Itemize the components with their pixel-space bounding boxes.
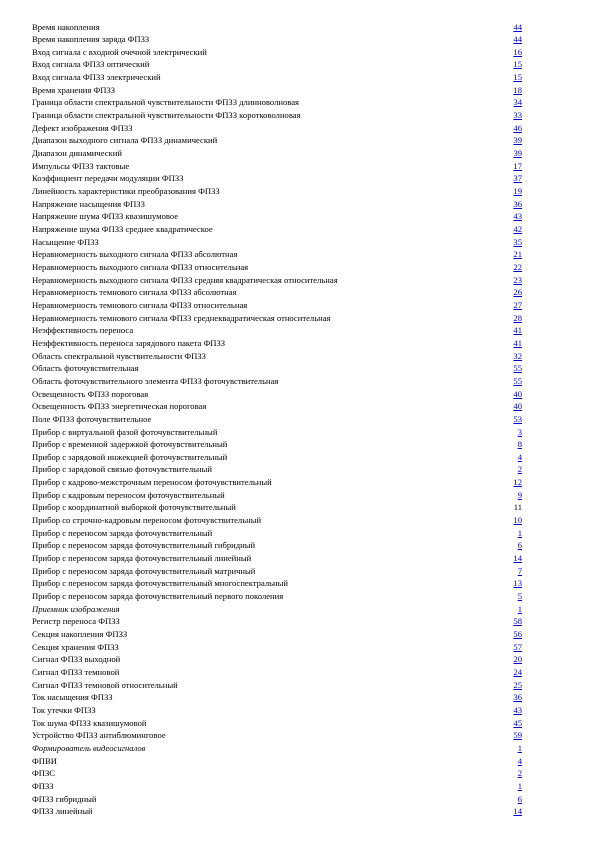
index-page-link[interactable]: 14 (513, 553, 522, 564)
index-page-link[interactable]: 1 (517, 603, 522, 614)
index-page-link[interactable]: 41 (513, 325, 522, 336)
index-entry (32, 248, 522, 261)
index-entry (32, 691, 522, 704)
index-page-link[interactable]: 10 (513, 515, 522, 526)
index-entry (32, 641, 522, 654)
index-term: Прибор со строчно-кадровым переносом фоточувствительный (32, 515, 262, 526)
index-term: Ток шума ФПЗЗ квазишумовой (32, 717, 147, 728)
index-term: Формирователь видеосигналов (32, 742, 146, 753)
index-page-link[interactable]: 40 (513, 388, 522, 399)
index-entry (32, 527, 522, 540)
index-term: Регистр переноса ФПЗЗ (32, 616, 120, 627)
index-page-link[interactable]: 32 (513, 350, 522, 361)
index-page-link[interactable]: 25 (513, 679, 522, 690)
index-entry (32, 71, 522, 84)
index-term: Неравномерность темнового сигнала ФПЗЗ абсолютная (32, 287, 237, 298)
index-entry (32, 84, 522, 97)
index-entry (32, 236, 522, 249)
index-page-link[interactable]: 1 (517, 780, 522, 791)
index-term: Прибор с координатной выборкой фоточувствительный (32, 502, 236, 513)
index-entry (32, 33, 522, 46)
index-entry (32, 577, 522, 590)
index-page-link[interactable]: 34 (513, 97, 522, 108)
index-term: Ток насыщения ФПЗЗ (32, 692, 113, 703)
index-entry (32, 666, 522, 679)
index-entry (32, 780, 522, 793)
index-term: Неравномерность выходного сигнала ФПЗЗ абсолютная (32, 249, 238, 260)
index-entry (32, 261, 522, 274)
index-term: Неэффективность переноса (32, 325, 134, 336)
index-page-link[interactable]: 26 (513, 287, 522, 298)
index-page-link[interactable]: 12 (513, 477, 522, 488)
index-page-link[interactable]: 56 (513, 629, 522, 639)
index-page-link[interactable]: 16 (513, 46, 522, 57)
index-page-link[interactable]: 22 (513, 261, 522, 272)
index-entry (32, 489, 522, 502)
index-entry (32, 565, 522, 578)
index-term: Секция хранения ФПЗЗ (32, 641, 119, 652)
index-entry (32, 134, 522, 147)
index-page-link[interactable]: 19 (513, 186, 522, 197)
index-term: Сигнал ФПЗЗ темновой относительный (32, 679, 178, 690)
index-entry (32, 388, 522, 401)
index-term: ФПЗЗ линейный (32, 806, 93, 817)
index-entry (32, 679, 522, 692)
index-entry (32, 350, 522, 363)
index-entry (32, 767, 522, 780)
index-page-link[interactable]: 33 (513, 110, 522, 121)
index-entry (32, 755, 522, 768)
index-page-link[interactable]: 36 (513, 198, 522, 209)
index-page-link[interactable]: 58 (513, 616, 522, 627)
index-term: Область спектральной чувствительности ФПЗЗ (32, 350, 206, 361)
index-term: Прибор с переносом заряда фоточувствительный линейный (32, 553, 252, 564)
index-term: Импульсы ФПЗЗ тактовые (32, 160, 130, 171)
index-entry (32, 400, 522, 413)
index-entry (32, 21, 522, 34)
index-term: ФПЗЗ гибридный (32, 793, 97, 804)
index-entry (32, 514, 522, 527)
index-page-link[interactable]: 24 (513, 666, 522, 677)
index-term: Устройство ФПЗЗ антиблюминговое (32, 730, 166, 741)
index-term: Время хранения ФПЗЗ (32, 84, 116, 95)
index-term: Ток утечки ФПЗЗ (32, 704, 96, 715)
index-page-link[interactable]: 17 (513, 160, 522, 171)
index-entry (32, 286, 522, 299)
index-entry (32, 375, 522, 388)
index-page-link[interactable]: 20 (513, 654, 522, 665)
index-term: Прибор с зарядовой связью фоточувствительный (32, 464, 213, 475)
index-entry (32, 198, 522, 211)
index-entry (32, 805, 522, 818)
index-page-link[interactable]: 4 (517, 451, 522, 462)
index-entry (32, 210, 522, 223)
index-term: ФПЗС (32, 768, 56, 779)
index-term: Граница области спектральной чувствительности ФПЗЗ длинноволновая (32, 97, 300, 108)
index-page-link[interactable]: 41 (513, 337, 522, 348)
index-page-link[interactable]: 44 (513, 21, 522, 32)
index-entry (32, 172, 522, 185)
index-entry (32, 501, 522, 514)
index-page-link[interactable]: 40 (513, 401, 522, 412)
index-entry (32, 185, 522, 198)
index-entry (32, 324, 522, 337)
index-term: Прибор с временной задержкой фоточувствительный (32, 439, 228, 450)
index-page-link[interactable]: 55 (513, 375, 522, 386)
index-entry (32, 274, 522, 287)
index-term: Диапазон выходного сигнала ФПЗЗ динамический (32, 135, 218, 146)
index-term: Сигнал ФПЗЗ темновой (32, 666, 120, 677)
index-term: Прибор с виртуальной фазой фоточувствительный (32, 426, 218, 437)
index-entry (32, 109, 522, 122)
index-term: Освещенность ФПЗЗ энергетическая пороговая (32, 401, 207, 412)
index-term: Прибор с зарядовой инжекцией фоточувствительный (32, 451, 228, 462)
index-page-link[interactable]: 44 (513, 34, 522, 45)
index-term: Напряжение насыщения ФПЗЗ (32, 198, 145, 209)
index-entry (32, 704, 522, 717)
index-entry (32, 539, 522, 552)
index-entry (32, 742, 522, 755)
index-page-link[interactable]: 23 (513, 274, 522, 285)
index-page-link[interactable]: 1 (517, 527, 522, 538)
index-term: Вход сигнала с входной очечной электрический (32, 46, 207, 57)
index-page-link[interactable]: 37 (513, 173, 522, 184)
index-term: Напряжение шума ФПЗЗ среднее квадратическое (32, 224, 213, 234)
index-page-link[interactable]: 27 (513, 299, 522, 310)
index-term: Дефект изображения ФПЗЗ (32, 122, 133, 133)
index-page-link[interactable]: 9 (517, 489, 522, 500)
index-entry (32, 628, 522, 641)
index-entry (32, 615, 522, 628)
index-entry (32, 337, 522, 350)
index-entry (32, 590, 522, 603)
index-term: Коэффициент передачи модуляции ФПЗЗ (32, 173, 184, 184)
index-entry (32, 463, 522, 476)
index-entry (32, 603, 522, 616)
index-entry (32, 58, 522, 71)
index-term: Насыщение ФПЗЗ (32, 236, 99, 247)
index-term: Время накопления (32, 21, 100, 32)
index-page-link[interactable]: 5 (517, 591, 522, 602)
index-term: Сигнал ФПЗЗ выходной (32, 654, 121, 665)
index-entry (32, 426, 522, 439)
index-term: Прибор с кадровым переносом фоточувствительный (32, 489, 225, 500)
index-page-link[interactable]: 8 (517, 439, 522, 450)
index-entry (32, 717, 522, 730)
index-page-link[interactable]: 39 (513, 148, 522, 159)
index-page-link[interactable]: 18 (513, 84, 522, 95)
index-term: Освещенность ФПЗЗ пороговая (32, 388, 149, 399)
index-term: Прибор с переносом заряда фоточувствительный первого поколения (32, 591, 284, 602)
index-entry (32, 362, 522, 375)
index-term: Вход сигнала ФПЗЗ оптический (32, 59, 150, 70)
index-page-link[interactable]: 39 (513, 135, 522, 146)
index-entry (32, 96, 522, 109)
index-page-link[interactable]: 57 (513, 641, 522, 652)
index-term: Линейность характеристики преобразования ФПЗЗ (32, 186, 220, 197)
index-page-link[interactable]: 46 (513, 122, 522, 133)
index-page-link[interactable]: 35 (513, 236, 522, 247)
index-term: Прибор с переносом заряда фоточувствительный (32, 527, 213, 538)
index-entry (32, 312, 522, 325)
index-page-link[interactable]: 4 (517, 755, 522, 766)
index-entry (32, 147, 522, 160)
index-entry (32, 160, 522, 173)
index-term: Неэффективность переноса зарядового пакета ФПЗЗ (32, 337, 226, 348)
index-page-link[interactable]: 14 (513, 806, 522, 817)
index-page-link[interactable]: 28 (513, 312, 522, 323)
index-term: Граница области спектральной чувствительности ФПЗЗ коротковолновая (32, 110, 301, 121)
index-term: Секция накопления ФПЗЗ (32, 629, 128, 639)
index-term: Поле ФПЗЗ фоточувствительное (32, 413, 152, 424)
index-term: Неравномерность темнового сигнала ФПЗЗ среднеквадратическая относительная (32, 312, 331, 323)
index-term: ФПЗЗ (32, 780, 54, 791)
index-page-link[interactable]: 1 (517, 742, 522, 753)
index-term: Диапазон динамический (32, 148, 122, 159)
index-page-link[interactable]: 53 (513, 413, 522, 424)
index-page-link[interactable]: 42 (513, 224, 522, 234)
index-entry (32, 46, 522, 59)
index-term: Время накопления заряда ФПЗЗ (32, 34, 150, 45)
index-entry (32, 476, 522, 489)
index-term: Прибор с переносом заряда фоточувствительный многоспектральный (32, 578, 289, 589)
index-page-link[interactable]: 36 (513, 692, 522, 703)
index-entry (32, 653, 522, 666)
index-page-link[interactable]: 21 (513, 249, 522, 260)
index-page-link[interactable]: 3 (517, 426, 522, 437)
index-term: Неравномерность темнового сигнала ФПЗЗ относительная (32, 299, 248, 310)
index-entry (32, 413, 522, 426)
index-entry (32, 122, 522, 135)
index-term: Вход сигнала ФПЗЗ электрический (32, 72, 161, 83)
index-page-link[interactable]: 59 (513, 730, 522, 741)
index-term: Прибор с переносом заряда фоточувствительный матричный (32, 565, 256, 576)
index-term: Неравномерность выходного сигнала ФПЗЗ относительная (32, 261, 249, 272)
index-term: Прибор с кадрово-межстрочным переносом фоточувствительный (32, 477, 272, 488)
index-term: Напряжение шума ФПЗЗ квазишумовое (32, 211, 179, 222)
index-term: Область фоточувствительного элемента ФПЗЗ фоточувствительная (32, 375, 279, 386)
index-page-link: 11 (513, 502, 522, 513)
index-page-link[interactable]: 2 (517, 464, 522, 475)
index-entry (32, 299, 522, 312)
index-entry (32, 223, 522, 236)
index-entry (32, 552, 522, 565)
index-page-link[interactable]: 6 (517, 540, 522, 551)
index-term: Область фоточувствительная (32, 363, 139, 374)
index-page-link[interactable]: 15 (513, 59, 522, 70)
index-page-link[interactable]: 45 (513, 717, 522, 728)
index-page-link[interactable]: 13 (513, 578, 522, 589)
index-term: Неравномерность выходного сигнала ФПЗЗ средняя квадратическая относительная (32, 274, 338, 285)
alphabetical-index (32, 21, 522, 818)
index-page-link[interactable]: 2 (517, 768, 522, 779)
index-term: Прибор с переносом заряда фоточувствительный гибридный (32, 540, 256, 551)
index-entry (32, 451, 522, 464)
index-term: ФПВИ (32, 755, 57, 766)
index-page-link[interactable]: 43 (513, 211, 522, 222)
index-entry (32, 729, 522, 742)
index-page-link[interactable]: 55 (513, 363, 522, 374)
index-term: Приемник изображения (32, 603, 120, 614)
index-page-link[interactable]: 43 (513, 704, 522, 715)
index-entry (32, 793, 522, 806)
index-entry (32, 438, 522, 451)
index-page-link[interactable]: 7 (517, 565, 522, 576)
index-page-link[interactable]: 15 (513, 72, 522, 83)
index-page-link[interactable]: 6 (517, 793, 522, 804)
